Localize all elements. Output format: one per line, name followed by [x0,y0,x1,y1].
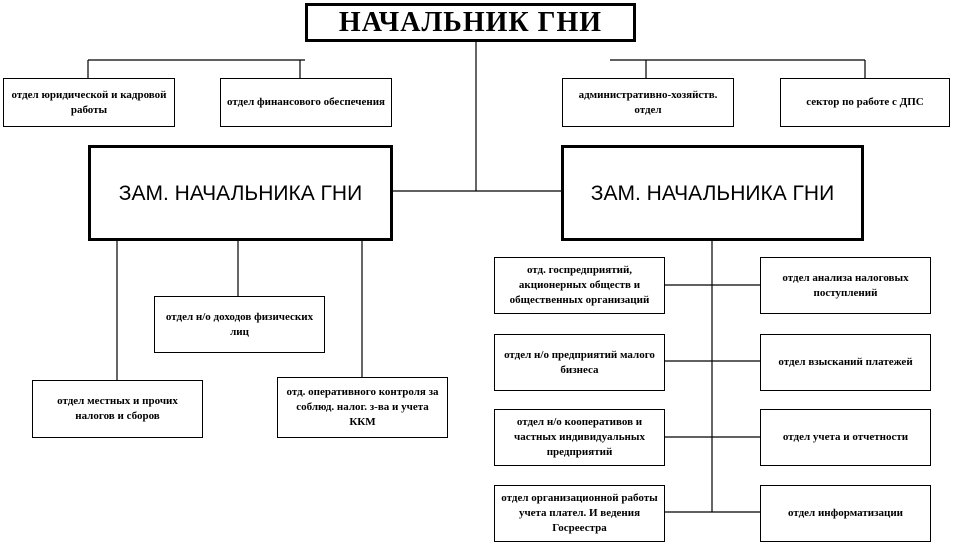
deputy-right-box [561,145,864,241]
department-label: отдел организационной работы учета плател. И ведения Госреестра [501,492,658,534]
department-operational-control [277,377,448,438]
department-tax-revenue-analysis [760,257,931,314]
top-department-dps-sector [780,78,950,127]
department-state-enterprises [494,257,665,314]
department-small-business [494,334,665,391]
deputy-right-title: ЗАМ. НАЧАЛЬНИКА ГНИ [590,181,835,205]
department-local-taxes [32,380,203,438]
top-department-finance [220,78,392,127]
department-organizational-work [494,485,665,542]
deputy-left-title: ЗАМ. НАЧАЛЬНИКА ГНИ [118,181,363,205]
department-label: отд. госпредприятий, акционерных обществ и общественных организаций [509,264,650,306]
department-cooperatives [494,409,665,466]
chief-title: НАЧАЛЬНИК ГНИ [338,7,603,38]
department-label: отдел взысканий платежей [778,356,913,368]
department-personal-income [154,296,325,353]
department-label: отд. оперативного контроля за соблюд. налог. з-ва и учета ККМ [286,386,439,428]
department-label: отдел н/о доходов физических лиц [165,310,314,338]
department-label: отдел местных и прочих налогов и сборов [57,395,178,422]
top-department-label: сектор по работе с ДПС [806,96,924,108]
top-department-legal-hr [3,78,175,127]
top-department-label: отдел финансового обеспечения [227,96,385,108]
department-label: отдел информатизации [787,507,904,519]
top-department-label: отдел юридической и кадровой работы [11,88,167,116]
department-label: отдел анализа налоговых поступлений [782,271,909,299]
top-department-label: административно-хозяйств. отдел [578,88,718,116]
department-informatization [760,485,931,542]
department-label: отдел н/о кооперативов и частных индивидуальных предприятий [514,416,645,458]
deputy-left-box [88,145,393,241]
department-payment-collection [760,334,931,391]
department-accounting-reporting [760,409,931,466]
chief-box [305,3,636,42]
department-label: отдел н/о предприятий малого бизнеса [504,348,655,376]
top-department-admin [562,78,734,127]
department-label: отдел учета и отчетности [782,431,909,443]
